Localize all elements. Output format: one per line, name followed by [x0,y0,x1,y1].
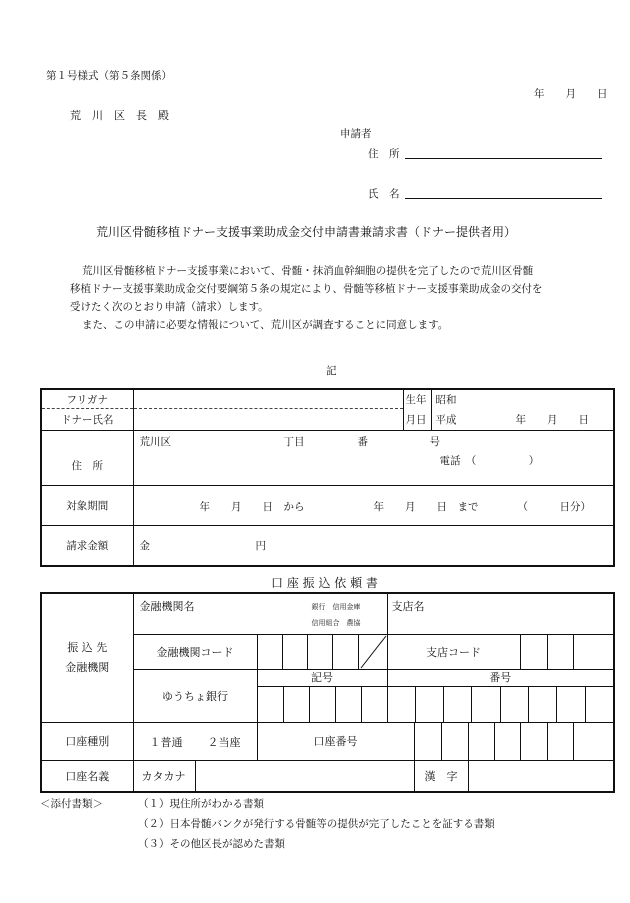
branch-name-field[interactable] [387,593,614,634]
account-number-digit-4[interactable] [494,722,520,760]
branch-code-label: 支店コード [387,634,520,669]
address-chome: 丁目 [283,436,305,448]
amount-unit: 円 [255,540,266,553]
birth-label [403,389,431,431]
account-number-digit-2[interactable] [441,722,468,760]
applicant-name-line[interactable] [405,198,602,199]
branch-code-digit-1[interactable] [520,634,547,669]
account-type-label: 口座種別 [41,722,133,760]
era-showa: 昭和 [435,394,457,406]
inst-code-label: 金融機関コード [133,634,257,669]
furigana-field[interactable] [133,389,403,409]
ki-label: 記 [326,365,337,377]
phone-label: 電話 （ ） [439,455,540,467]
transfer-label-1: 振 込 先 [67,640,108,654]
bango-box-7[interactable] [557,687,585,722]
donor-info-table [40,388,615,567]
kigo-box-5[interactable] [362,687,387,722]
inst-types-1: 銀行 信用金庫 [311,603,361,612]
katakana-field[interactable] [195,760,414,792]
amount-field[interactable] [133,526,614,566]
address-ward: 荒川区 [139,436,171,448]
bango-box-1[interactable] [388,687,416,722]
applicant-address-label: 住 所 [368,148,400,160]
kigo-boxes [258,687,387,722]
bango-box-4[interactable] [472,687,500,722]
inst-code-digit-4[interactable] [332,634,358,669]
era-heisei: 平成 [435,414,457,426]
body-p1-line1: 荒川区骨髄移植ドナー支援事業において、骨髄・抹消血幹細胞の提供を完了したので荒川区骨髄 [82,265,534,277]
branch-label: 支店名 [391,600,425,613]
kigo-box-1[interactable] [258,687,284,722]
furigana-label: フリガナ [41,389,133,409]
period-days: （ 日分） [517,500,591,513]
bango-box-8[interactable] [586,687,613,722]
inst-types-2: 信用組合 農協 [311,619,361,628]
kigo-box-4[interactable] [336,687,362,722]
body-p2: また、この申請に必要な情報について、荒川区が調査することに同意します。 [82,319,449,331]
transfer-label-2: 金融機関 [65,660,110,674]
form-number: 第１号様式（第５条関係） [46,70,172,82]
account-number-digit-5[interactable] [520,722,547,760]
transfer-dest-label [41,593,133,722]
applicant-name-label: 氏 名 [368,188,400,200]
document-title: 荒川区骨髄移植ドナー支援事業助成金交付申請書兼請求書（ドナー提供者用） [96,225,517,239]
branch-code-digit-2[interactable] [547,634,573,669]
bango-boxes [388,687,613,722]
attachment-item-3: （３）その他区長が認めた書類 [138,838,285,850]
kigo-block[interactable] [257,669,387,722]
address-go: 号 [429,436,440,448]
bank-section-title: 口 座 振 込 依 頼 書 [271,576,378,590]
amount-prefix: 金 [139,540,150,553]
slash-mark [359,635,388,669]
donor-name-label: ドナー氏名 [41,409,133,431]
birth-date-field[interactable] [431,389,614,431]
donor-name-field[interactable] [133,409,403,431]
bango-label: 番号 [388,670,613,687]
address-ban: 番 [357,436,368,448]
account-number-digit-1[interactable] [414,722,441,760]
kigo-box-2[interactable] [284,687,310,722]
bango-box-6[interactable] [529,687,557,722]
account-type-2[interactable]: ２当座 [207,736,241,749]
period-label: 対象期間 [41,486,133,526]
inst-code-digit-3[interactable] [307,634,332,669]
bango-box-2[interactable] [416,687,444,722]
yucho-label: ゆうちょ銀行 [133,669,257,722]
kigo-label: 記号 [258,670,387,687]
account-type-1[interactable]: １普通 [149,736,183,749]
birth-label-1: 生年 [405,394,427,406]
address-label: 住 所 [41,431,133,486]
institution-label: 金融機関名 [139,600,195,614]
address-field[interactable] [133,431,614,486]
kigo-box-3[interactable] [310,687,336,722]
bank-transfer-table [40,592,615,793]
addressee: 荒 川 区 長 殿 [70,109,169,122]
applicant-label: 申請者 [340,128,372,140]
bango-box-5[interactable] [501,687,529,722]
period-from: 年 月 日 から [199,500,305,513]
attachment-item-2: （２）日本骨髄バンクが発行する骨髄等の提供が完了したことを証する書類 [138,818,495,830]
institution-name-field[interactable] [133,593,387,634]
account-number-label: 口座番号 [257,722,414,760]
period-to: 年 月 日 まで [373,500,479,513]
account-name-label: 口座名義 [41,760,133,792]
kanji-label: 漢 字 [414,760,468,792]
body-p1-line3: 受けたく次のとおり申請（請求）します。 [70,301,269,313]
period-field[interactable] [133,486,614,526]
account-number-digit-7[interactable] [573,722,614,760]
body-p1-line2: 移植ドナー支援事業助成金交付要綱第５条の規定により、骨髄等移植ドナー支援事業助成金の交付を [70,283,543,295]
amount-label: 請求金額 [41,526,133,566]
account-type-field[interactable] [133,722,257,760]
inst-code-slash-cell [358,634,387,669]
attachments-label: ＜添付書類＞ [40,798,103,810]
katakana-label: カタカナ [133,760,195,792]
account-number-digit-6[interactable] [547,722,573,760]
applicant-address-line[interactable] [405,158,602,159]
inst-code-digit-1[interactable] [257,634,282,669]
inst-code-digit-2[interactable] [282,634,307,669]
account-number-digit-3[interactable] [468,722,494,760]
date-label: 年 月 日 [534,88,608,100]
bango-block[interactable] [387,669,614,722]
kanji-field[interactable] [468,760,614,792]
attachment-item-1: （１）現住所がわかる書類 [138,798,264,810]
branch-code-digit-3[interactable] [573,634,614,669]
birth-label-2: 月日 [405,414,427,426]
bango-box-3[interactable] [444,687,472,722]
birth-date: 年 月 日 [515,414,589,426]
